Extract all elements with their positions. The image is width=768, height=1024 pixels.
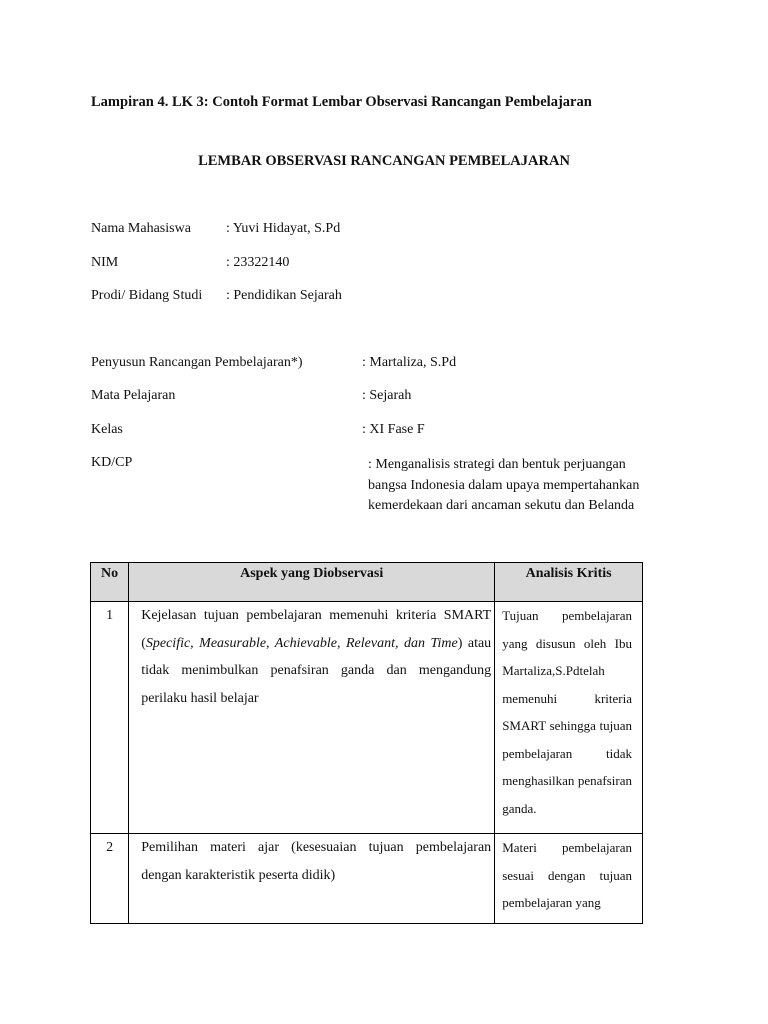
header-aspect-text: Aspek yang Diobservasi [240,566,384,581]
header-analysis [495,563,643,602]
table-header-row [91,563,643,602]
kdcp-label: KD/CP [91,455,133,470]
aspect-text-end: ) atau tidak menimbulkan penafsiran ganda dan mengandung perilaku hasil belajar [141,635,492,706]
kdcp-value: : Menganalisis strategi dan bentuk perjuangan bangsa Indonesia dalam upaya mempertahankan kemerdekaan dari ancaman sekutu dan Belanda [368,457,640,513]
document-title: LEMBAR OBSERVASI RANCANGAN PEMBELAJARAN [198,153,570,169]
class-label: Kelas [91,422,123,437]
analysis-cell: Tujuan pembelajaran yang disusun oleh Ibu Martaliza,S.Pdtelah memenuhi kriteria SMART sehingga tujuan pembelajaran tidak menghasilkan penafsiran ganda. [495,602,643,834]
table-row [91,834,643,924]
student-name-label: Nama Mahasiswa [91,221,191,236]
header-no-text: No [101,566,119,581]
appendix-heading: Lampiran 4. LK 3: Contoh Format Lembar Observasi Rancangan Pembelajaran [91,94,592,110]
header-no [91,563,129,602]
header-analysis-text: Analisis Kritis [525,566,612,581]
class-value: : XI Fase F [362,422,425,437]
study-program-value: : Pendidikan Sejarah [226,288,342,303]
student-name-value: : Yuvi Hidayat, S.Pd [226,221,341,236]
aspect-text: Kejelasan tujuan pembelajaran memenuhi kriteria SMART ( [141,608,492,651]
plan-author-value: : Martaliza, S.Pd [362,355,457,370]
subject-label: Mata Pelajaran [91,388,176,403]
table-row [91,602,643,834]
nim-value: : 23322140 [226,255,290,270]
subject-value: : Sejarah [362,388,412,403]
row-number: 2 [91,834,129,924]
aspect-italic-text: Specific, Measurable, Achievable, Relevant, dan Time [145,635,458,651]
analysis-cell: Materi pembelajaran sesuai dengan tujuan pembelajaran yang [495,834,643,924]
aspect-cell [129,602,495,834]
row-number: 1 [91,602,129,834]
header-aspect [129,563,495,602]
plan-author-label: Penyusun Rancangan Pembelajaran*) [91,355,303,370]
nim-label: NIM [91,255,119,270]
study-program-label: Prodi/ Bidang Studi [91,288,203,303]
observation-table [90,562,643,924]
aspect-cell: Pemilihan materi ajar (kesesuaian tujuan pembelajaran dengan karakteristik peserta didik) [129,834,495,924]
